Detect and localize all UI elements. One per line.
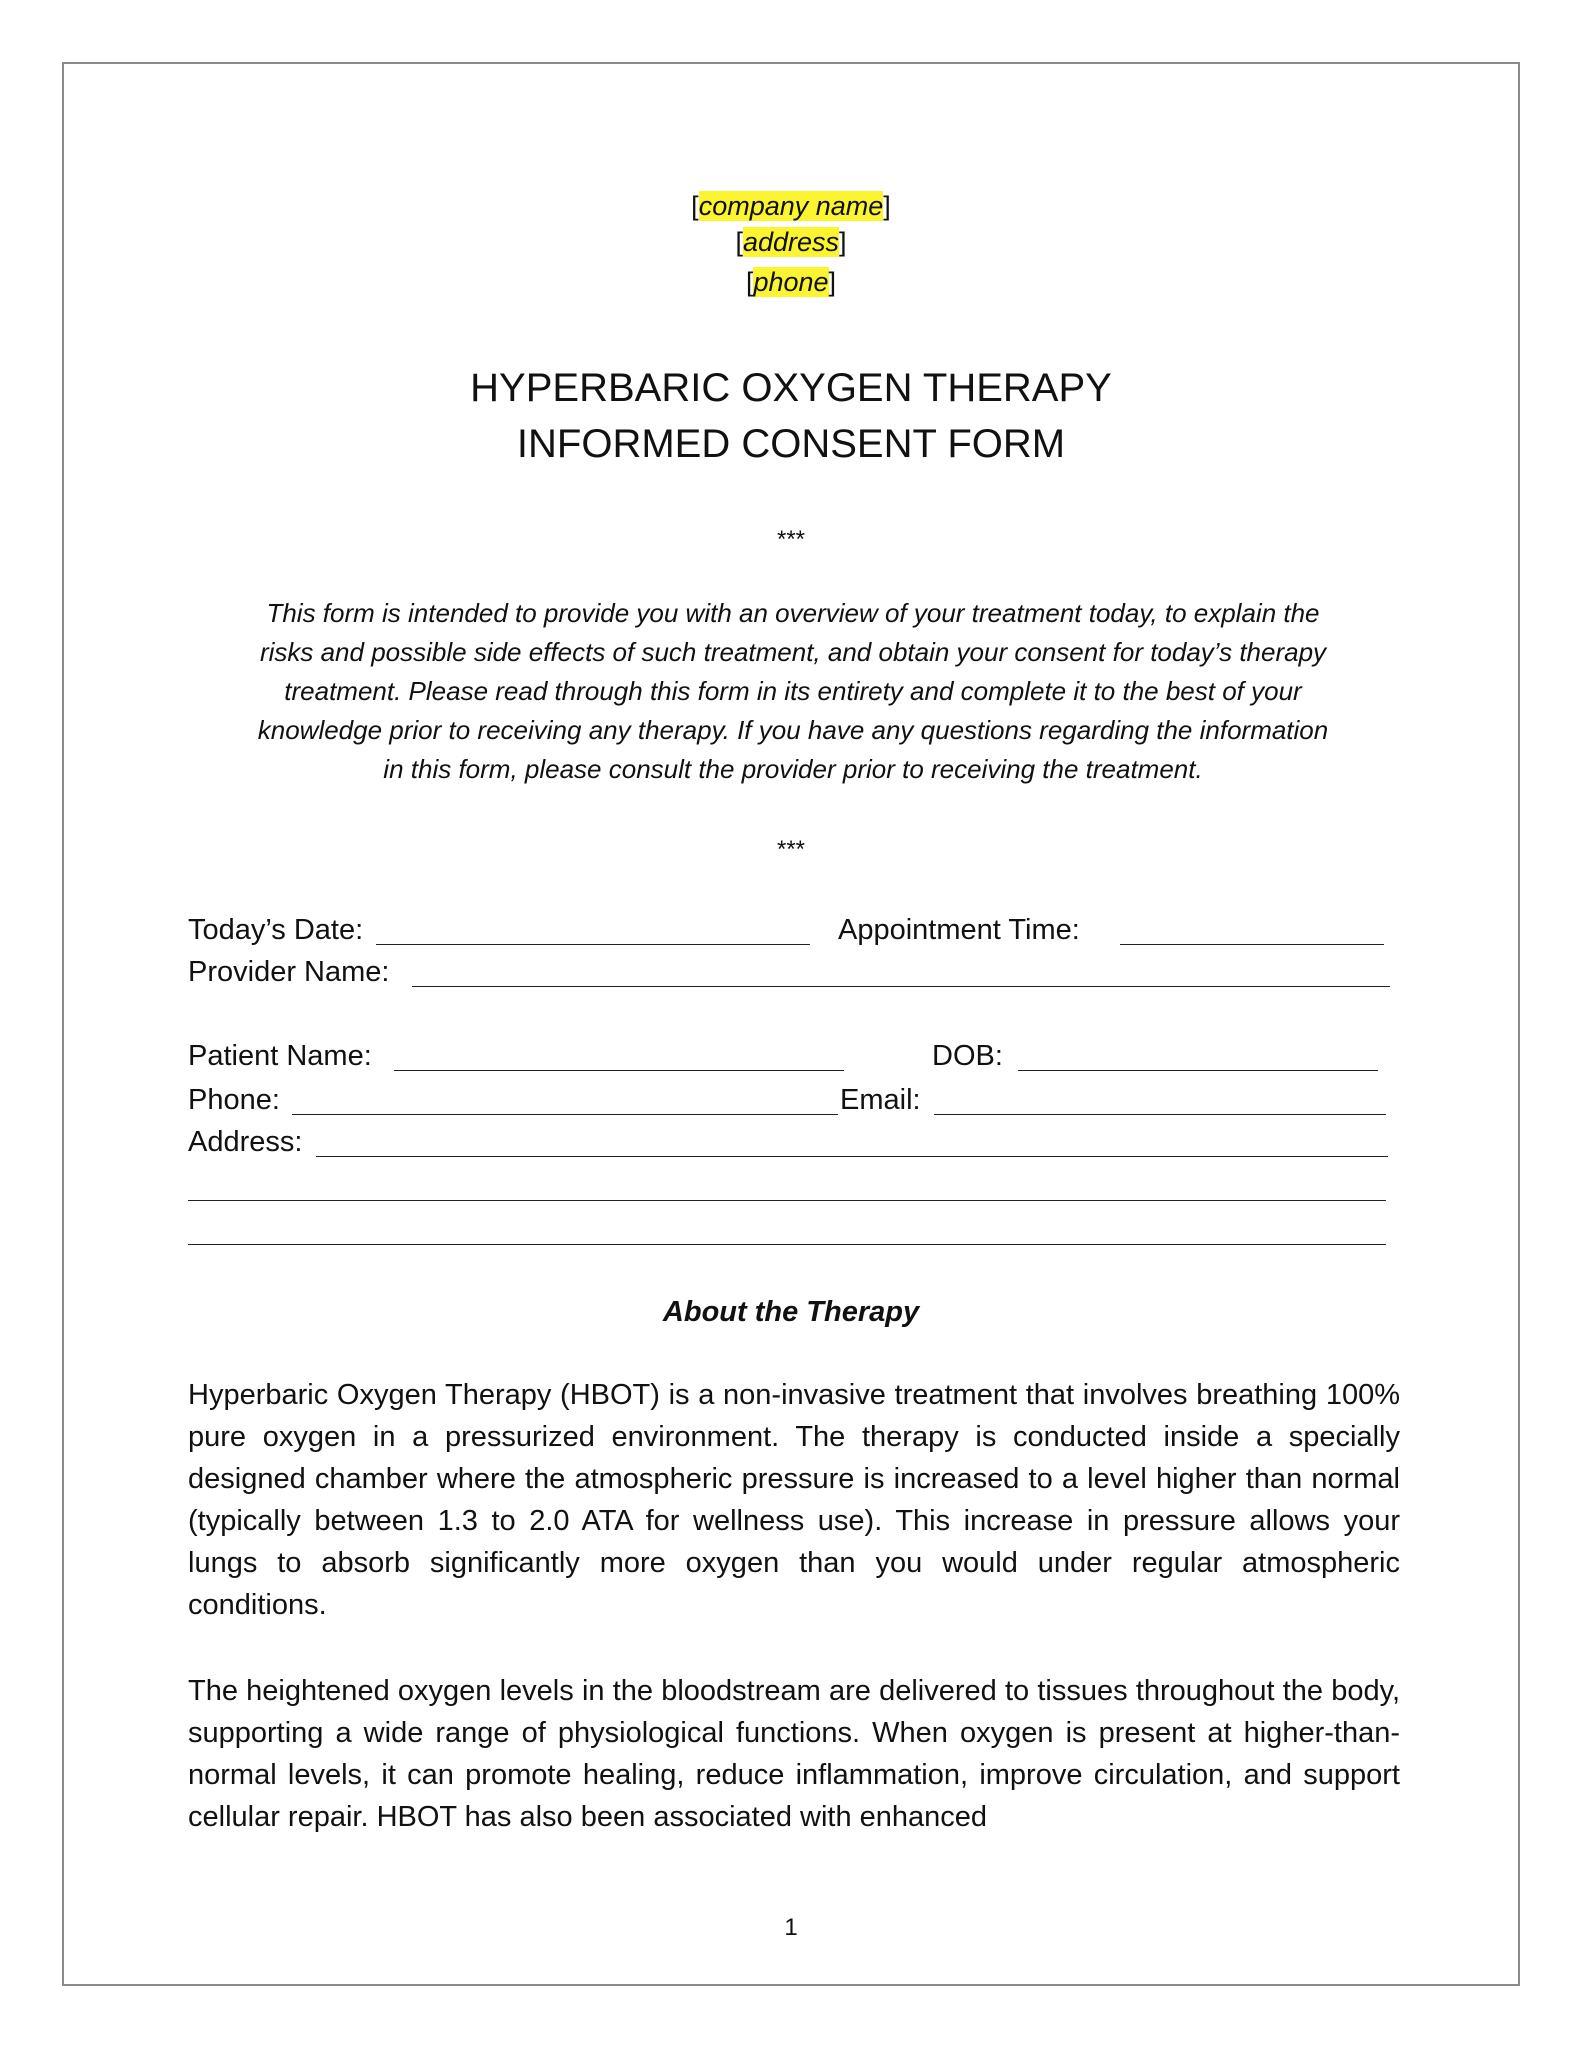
appointment-time-field[interactable]: [1120, 944, 1384, 945]
bracket-close: ]: [839, 227, 847, 257]
provider-name-label: Provider Name:: [188, 956, 390, 988]
phone-field[interactable]: [292, 1114, 838, 1115]
provider-name-field[interactable]: [412, 986, 1390, 987]
patient-name-field[interactable]: [394, 1070, 844, 1071]
phone-placeholder[interactable]: phone: [753, 267, 829, 297]
separator-top: ***: [776, 526, 806, 553]
address-label: Address:: [188, 1126, 303, 1158]
bracket-open: [: [735, 227, 743, 257]
address-placeholder[interactable]: address: [742, 227, 840, 257]
todays-date-field[interactable]: [376, 944, 810, 945]
address-field-line2[interactable]: [188, 1200, 1386, 1201]
address-field-line3[interactable]: [188, 1244, 1386, 1245]
page-number: 1: [784, 1914, 798, 1941]
company-name-placeholder[interactable]: company name: [698, 191, 884, 221]
form-title-line2: INFORMED CONSENT FORM: [516, 422, 1066, 466]
document-page: [62, 62, 1520, 1986]
dob-label: DOB:: [932, 1040, 1003, 1072]
phone-line: [64, 266, 1518, 298]
appointment-time-label: Appointment Time:: [838, 914, 1080, 946]
section-heading: About the Therapy: [662, 1296, 920, 1328]
bracket-close: ]: [828, 267, 837, 297]
address-line: [64, 226, 1518, 258]
bracket-open: [: [691, 191, 699, 221]
email-label: Email:: [840, 1084, 921, 1116]
about-paragraph-1: Hyperbaric Oxygen Therapy (HBOT) is a non-invasive treatment that involves breathing 100% pure oxygen in a pressurized environment. The therapy is conducted inside a specially designed chamber where the atmospheric pressure is increased to a level higher than normal (typically between 1.3 to 2.0 ATA for wellness use). This increase in pressure allows your lungs to absorb significantly more oxygen than you would under regular atmospheric conditions.: [188, 1379, 1400, 1621]
separator-bottom: ***: [776, 836, 806, 863]
form-title-line1: HYPERBARIC OXYGEN THERAPY: [470, 366, 1112, 410]
email-field[interactable]: [934, 1114, 1386, 1115]
intro-paragraph: This form is intended to provide you with an overview of your treatment today, to explain the risks and possible side effects of such treatment, and obtain your consent for today’s therapy treatment. Please read through this form in its entirety and complete it to the best of your knowledge prior to receiving any therapy. If you have any questions regarding the information in this form, please consult the provider prior to receiving the treatment.: [257, 598, 1329, 784]
phone-label: Phone:: [188, 1084, 280, 1116]
company-name-line: [64, 190, 1518, 222]
about-paragraph-2: The heightened oxygen levels in the bloodstream are delivered to tissues throughout the body, supporting a wide range of physiological functions. When oxygen is present at higher-than-normal levels, it can promote healing, reduce inflammation, improve circulation, and support cellular repair. HBOT has also been associated with enhanced: [188, 1675, 1400, 1833]
dob-field[interactable]: [1018, 1070, 1378, 1071]
patient-name-label: Patient Name:: [188, 1040, 372, 1072]
address-field-line1[interactable]: [316, 1156, 1388, 1157]
bracket-open: [: [745, 267, 754, 297]
bracket-close: ]: [883, 191, 891, 221]
todays-date-label: Today’s Date:: [188, 914, 364, 946]
